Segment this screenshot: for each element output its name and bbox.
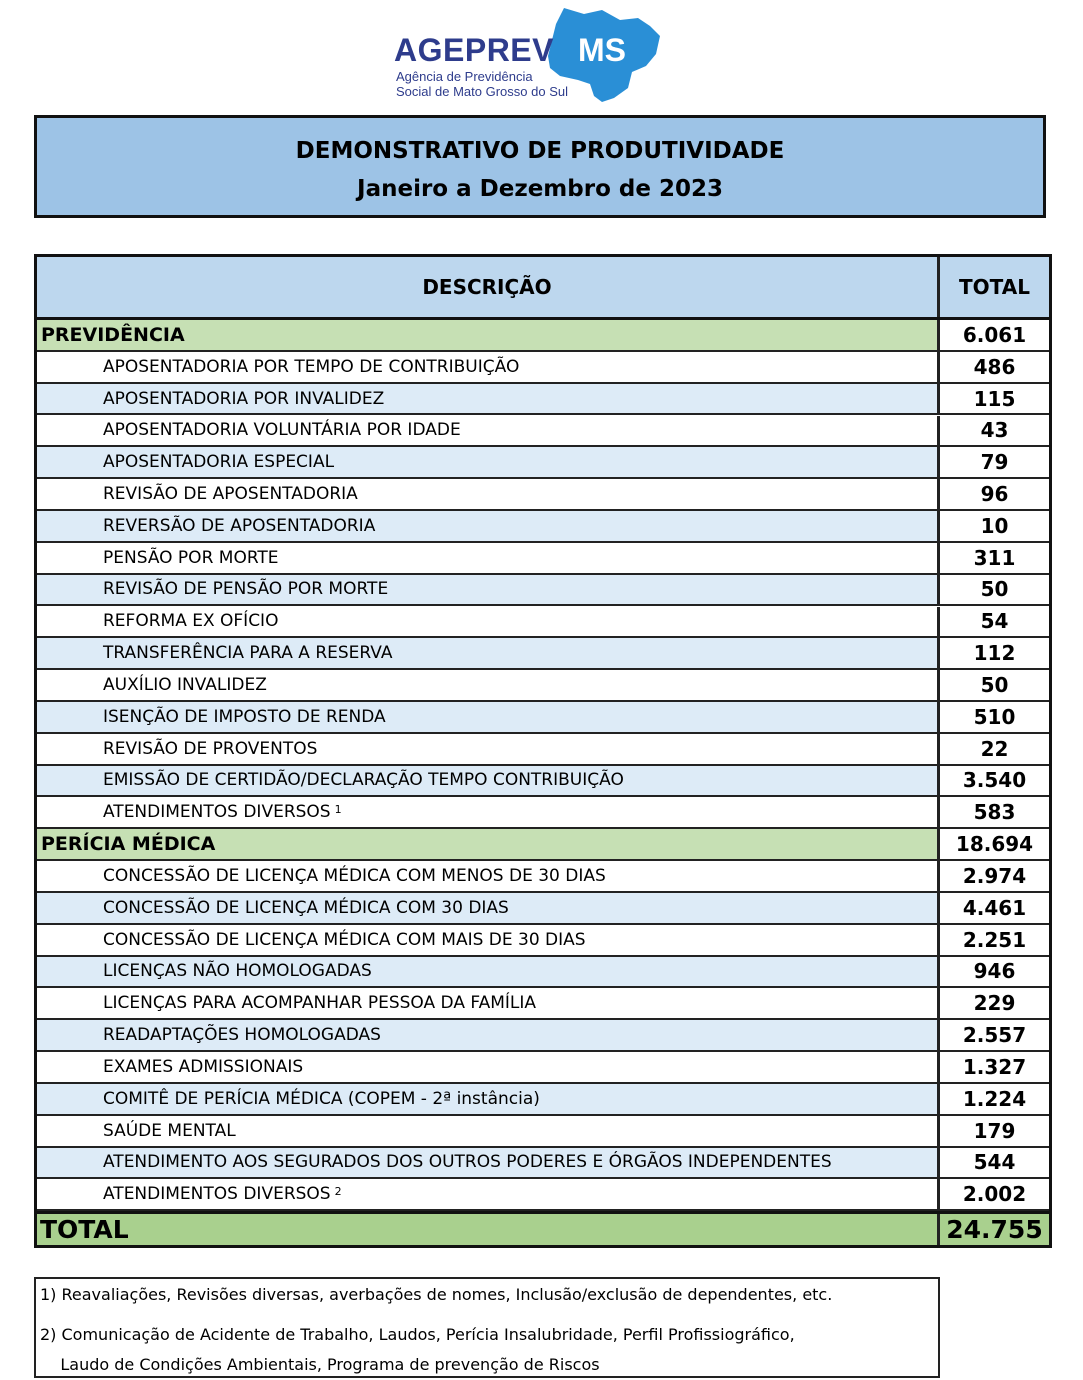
row-label-text: EMISSÃO DE CERTIDÃO/DECLARAÇÃO TEMPO CONTRIBUIÇÃO — [103, 770, 624, 791]
table-row-label — [37, 1052, 940, 1082]
table-header — [37, 257, 1049, 320]
table-row-value: 3.540 — [940, 766, 1049, 796]
section-row-value: 18.694 — [940, 829, 1049, 859]
productivity-table — [34, 254, 1052, 1248]
table-row-value: 50 — [940, 575, 1049, 605]
table-row-label — [37, 766, 940, 796]
table-row-label — [37, 1020, 940, 1050]
row-label-text: COMITÊ DE PERÍCIA MÉDICA (COPEM - 2ª instância) — [103, 1088, 540, 1109]
row-label-text: APOSENTADORIA POR TEMPO DE CONTRIBUIÇÃO — [103, 356, 520, 377]
table-row-value: 54 — [940, 607, 1049, 637]
table-row-value: 229 — [940, 988, 1049, 1018]
header-description: DESCRIÇÃO — [37, 257, 940, 317]
table-row — [37, 957, 1049, 989]
footnote-1: 1) Reavaliações, Revisões diversas, averbações de nomes, Inclusão/exclusão de dependentes, etc. — [40, 1285, 833, 1304]
row-label-text: REVISÃO DE PROVENTOS — [103, 738, 318, 759]
table-row-label — [37, 957, 940, 987]
table-row-label — [37, 479, 940, 509]
table-row-value: 544 — [940, 1148, 1049, 1178]
row-label-text: CONCESSÃO DE LICENÇA MÉDICA COM MAIS DE 30 DIAS — [103, 929, 586, 950]
section-row — [37, 320, 1049, 352]
page-title: DEMONSTRATIVO DE PRODUTIVIDADE — [295, 138, 785, 164]
agencia-logo — [388, 6, 668, 106]
row-label-text: TOTAL — [40, 1215, 129, 1245]
table-row-label — [37, 384, 940, 414]
footnotes-box — [34, 1277, 940, 1378]
table-row-label — [37, 416, 940, 446]
table-row — [37, 1116, 1049, 1148]
table-row-label — [37, 734, 940, 764]
grand-total-row-value: 24.755 — [940, 1214, 1049, 1245]
table-row-value: 311 — [940, 543, 1049, 573]
table-row — [37, 511, 1049, 543]
logo-subtitle-line2: Social de Mato Grosso do Sul — [396, 84, 568, 99]
header-total: TOTAL — [959, 275, 1030, 299]
table-row-label — [37, 352, 940, 382]
row-label-text: SAÚDE MENTAL — [103, 1120, 236, 1141]
table-row-label — [37, 1148, 940, 1178]
row-label-text: LICENÇAS NÃO HOMOLOGADAS — [103, 961, 372, 982]
table-row — [37, 702, 1049, 734]
row-label-text: REVERSÃO DE APOSENTADORIA — [103, 515, 376, 536]
table-row — [37, 797, 1049, 829]
table-row-label — [37, 925, 940, 955]
table-row-value: 2.974 — [940, 861, 1049, 891]
table-row-label — [37, 893, 940, 923]
table-row — [37, 416, 1049, 448]
table-row — [37, 638, 1049, 670]
row-label-text: PREVIDÊNCIA — [41, 323, 185, 346]
footnote-2-line2: Laudo de Condições Ambientais, Programa de prevenção de Riscos — [40, 1355, 600, 1374]
footnote-2-line1: 2) Comunicação de Acidente de Trabalho, Laudos, Perícia Insalubridade, Perfil Profissiográfico, — [40, 1325, 795, 1344]
row-label-text: APOSENTADORIA ESPECIAL — [103, 452, 335, 473]
row-label-text: ATENDIMENTOS DIVERSOS — [103, 802, 331, 823]
table-row-value: 50 — [940, 670, 1049, 700]
table-row — [37, 1084, 1049, 1116]
section-row-value: 6.061 — [940, 320, 1049, 350]
table-row — [37, 988, 1049, 1020]
row-label-text: PENSÃO POR MORTE — [103, 547, 279, 568]
row-label-text: EXAMES ADMISSIONAIS — [103, 1056, 304, 1077]
title-box — [34, 115, 1046, 218]
row-label-text: ISENÇÃO DE IMPOSTO DE RENDA — [103, 706, 386, 727]
row-label-text: APOSENTADORIA VOLUNTÁRIA POR IDADE — [103, 420, 461, 441]
table-row — [37, 384, 1049, 416]
table-row — [37, 607, 1049, 639]
table-row-value: 510 — [940, 702, 1049, 732]
table-row-value: 2.002 — [940, 1179, 1049, 1209]
table-row-value: 486 — [940, 352, 1049, 382]
table-row-value: 583 — [940, 797, 1049, 827]
table-row — [37, 543, 1049, 575]
table-row — [37, 1179, 1049, 1211]
table-row-label — [37, 1116, 940, 1146]
grand-total-row-label — [37, 1214, 940, 1245]
table-row — [37, 1052, 1049, 1084]
page-period: Janeiro a Dezembro de 2023 — [357, 176, 723, 202]
table-row-value: 1.224 — [940, 1084, 1049, 1114]
table-row — [37, 1148, 1049, 1180]
table-row — [37, 575, 1049, 607]
table-row — [37, 734, 1049, 766]
footnote-marker: 1 — [334, 802, 342, 816]
logo-subtitle-line1: Agência de Previdência — [396, 69, 533, 84]
row-label-text: ATENDIMENTOS DIVERSOS — [103, 1184, 331, 1205]
grand-total-row — [37, 1211, 1049, 1245]
section-row-label — [37, 320, 940, 350]
section-row-label — [37, 829, 940, 859]
table-row-value: 22 — [940, 734, 1049, 764]
table-row — [37, 861, 1049, 893]
table-row — [37, 925, 1049, 957]
table-row-value: 96 — [940, 479, 1049, 509]
table-row-label — [37, 1084, 940, 1114]
table-row — [37, 447, 1049, 479]
table-row-label — [37, 638, 940, 668]
table-row-value: 4.461 — [940, 893, 1049, 923]
table-row-label — [37, 797, 940, 827]
table-row-value: 179 — [940, 1116, 1049, 1146]
table-row-value: 79 — [940, 447, 1049, 477]
table-row-label — [37, 511, 940, 541]
table-row-label — [37, 1179, 940, 1209]
row-label-text: APOSENTADORIA POR INVALIDEZ — [103, 388, 385, 409]
logo-wordmark: AGEPREV — [394, 32, 554, 68]
table-row-label — [37, 988, 940, 1018]
table-row-label — [37, 861, 940, 891]
row-label-text: REVISÃO DE PENSÃO POR MORTE — [103, 579, 389, 600]
table-row-value: 2.557 — [940, 1020, 1049, 1050]
table-row-value: 43 — [940, 416, 1049, 446]
table-row-label — [37, 670, 940, 700]
table-row-label — [37, 575, 940, 605]
table-row-value: 946 — [940, 957, 1049, 987]
row-label-text: LICENÇAS PARA ACOMPANHAR PESSOA DA FAMÍLIA — [103, 993, 537, 1014]
table-row-label — [37, 702, 940, 732]
table-row-label — [37, 543, 940, 573]
logo-ms-mark: MS — [578, 32, 626, 68]
table-row — [37, 766, 1049, 798]
row-label-text: READAPTAÇÕES HOMOLOGADAS — [103, 1025, 381, 1046]
table-row — [37, 352, 1049, 384]
table-row — [37, 479, 1049, 511]
row-label-text: PERÍCIA MÉDICA — [41, 833, 216, 856]
table-row-value: 112 — [940, 638, 1049, 668]
table-row — [37, 893, 1049, 925]
row-label-text: REFORMA EX OFÍCIO — [103, 611, 279, 632]
row-label-text: ATENDIMENTO AOS SEGURADOS DOS OUTROS PODERES E ÓRGÃOS INDEPENDENTES — [103, 1152, 832, 1173]
table-row-label — [37, 447, 940, 477]
table-row-value: 2.251 — [940, 925, 1049, 955]
table-row-value: 1.327 — [940, 1052, 1049, 1082]
table-row — [37, 1020, 1049, 1052]
table-row-value: 10 — [940, 511, 1049, 541]
row-label-text: REVISÃO DE APOSENTADORIA — [103, 483, 358, 504]
table-row — [37, 670, 1049, 702]
footnote-marker: 2 — [334, 1184, 342, 1198]
table-row-value: 115 — [940, 384, 1049, 414]
row-label-text: TRANSFERÊNCIA PARA A RESERVA — [103, 643, 393, 664]
row-label-text: CONCESSÃO DE LICENÇA MÉDICA COM MENOS DE 30 DIAS — [103, 865, 606, 886]
table-row-label — [37, 607, 940, 637]
section-row — [37, 829, 1049, 861]
row-label-text: CONCESSÃO DE LICENÇA MÉDICA COM 30 DIAS — [103, 897, 509, 918]
row-label-text: AUXÍLIO INVALIDEZ — [103, 674, 267, 695]
